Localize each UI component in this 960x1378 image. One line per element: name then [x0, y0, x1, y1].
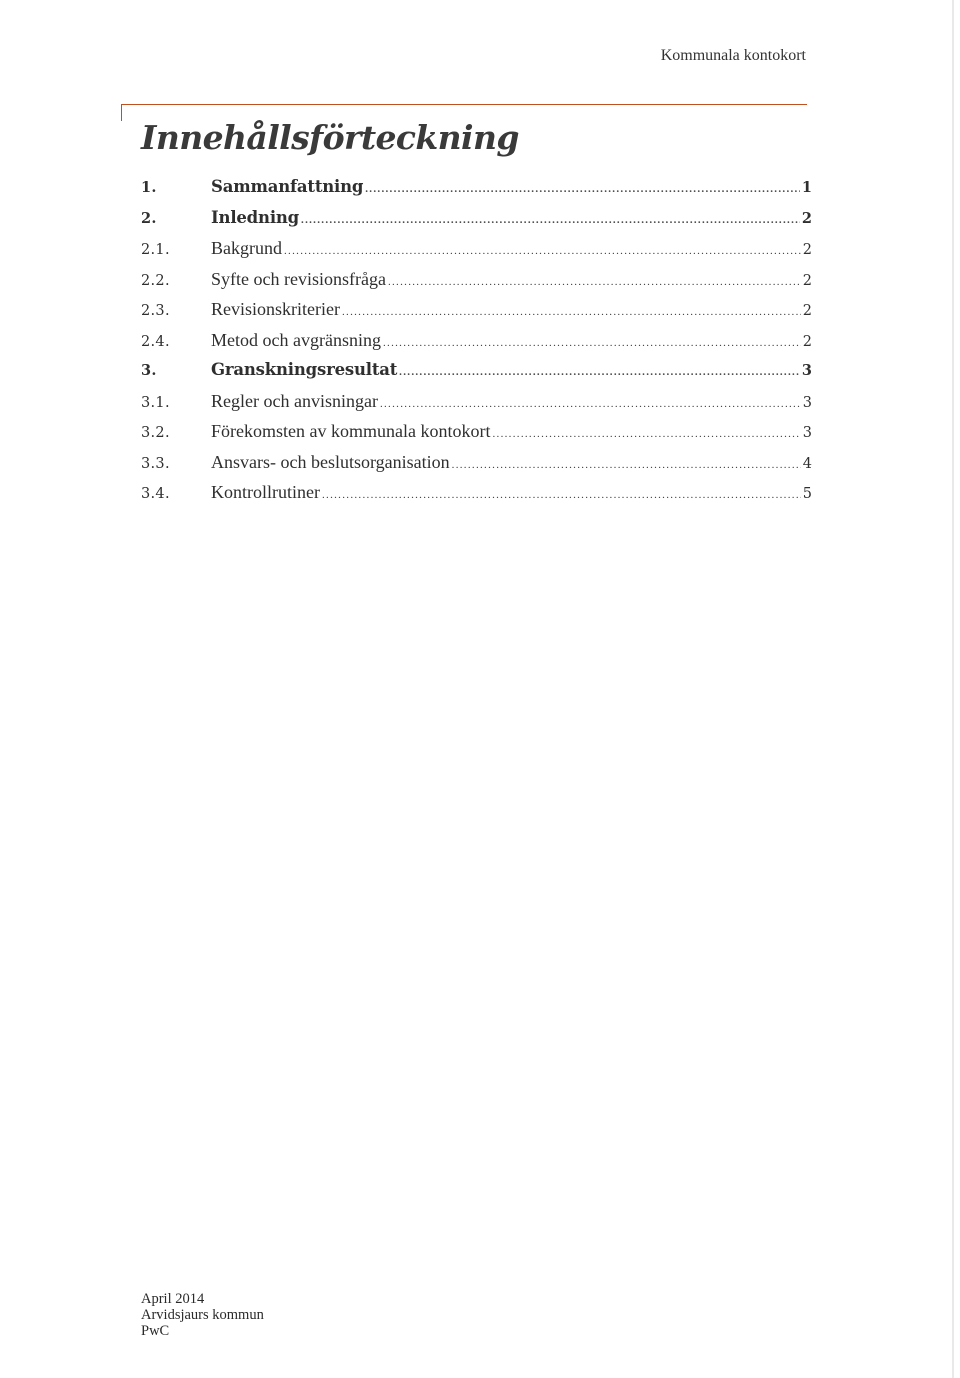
- toc-entry-page: 4: [802, 455, 812, 472]
- toc-entry-page: 5: [802, 486, 812, 502]
- toc-dot-leader: [284, 245, 801, 257]
- toc-entry-page: 2: [802, 272, 812, 289]
- toc-entry-label: Förekomsten av kommunala kontokort: [211, 421, 491, 441]
- toc-entry-number: 2.: [141, 209, 157, 227]
- toc-entry-number: 3.2.: [141, 425, 170, 441]
- toc-entry-page: 3: [801, 362, 812, 379]
- toc-entry[interactable]: [141, 421, 812, 452]
- toc-dot-leader: [452, 459, 801, 471]
- toc-entry-label: Bakgrund: [211, 238, 282, 258]
- table-of-contents: [141, 177, 812, 513]
- toc-entry-page: 2: [802, 333, 812, 350]
- toc-entry[interactable]: [141, 391, 812, 422]
- footer-organisation: Arvidsjaurs kommun: [141, 1307, 264, 1323]
- toc-entry-number: 1.: [141, 179, 157, 196]
- toc-title: Innehållsförteckning: [141, 118, 519, 157]
- toc-entry-number: 2.3.: [141, 303, 170, 319]
- accent-rule-horizontal: [121, 104, 807, 105]
- toc-entry-page: 2: [802, 242, 812, 258]
- toc-entry[interactable]: [141, 482, 812, 513]
- toc-entry-label: Revisionskriterier: [211, 299, 340, 319]
- toc-entry[interactable]: [141, 208, 812, 239]
- footer-firm: PwC: [141, 1323, 170, 1339]
- toc-entry-number: 3.1.: [141, 394, 170, 411]
- toc-entry[interactable]: [141, 299, 812, 330]
- toc-dot-leader: [399, 366, 800, 378]
- toc-dot-leader: [388, 276, 801, 288]
- toc-entry-page: 2: [801, 209, 812, 227]
- toc-entry-number: 2.2.: [141, 272, 170, 289]
- toc-entry[interactable]: [141, 269, 812, 300]
- toc-entry-number: 3.: [141, 362, 157, 379]
- toc-entry-label: Ansvars- och beslutsorganisation: [211, 451, 450, 472]
- toc-entry-label: Kontrollrutiner: [211, 482, 320, 502]
- running-header: Kommunala kontokort: [660, 47, 806, 64]
- toc-entry-number: 3.4.: [141, 486, 170, 502]
- toc-dot-leader: [383, 337, 801, 349]
- toc-dot-leader: [322, 489, 801, 501]
- toc-entry-page: 1: [801, 179, 812, 196]
- toc-entry-label: Syfte och revisionsfråga: [211, 268, 386, 289]
- toc-entry-number: 2.4.: [141, 333, 170, 350]
- page-footer: [141, 1291, 264, 1339]
- toc-dot-leader: [301, 214, 800, 226]
- scan-edge-line: [952, 0, 954, 1378]
- toc-dot-leader: [365, 183, 800, 195]
- toc-dot-leader: [492, 428, 800, 440]
- footer-date: April 2014: [141, 1291, 205, 1307]
- toc-entry-label: Metod och avgränsning: [211, 329, 381, 350]
- toc-entry-number: 3.3.: [141, 455, 170, 472]
- toc-entry-page: 2: [802, 303, 812, 319]
- toc-entry-page: 3: [802, 394, 812, 411]
- toc-entry[interactable]: [141, 360, 812, 391]
- toc-dot-leader: [380, 398, 801, 410]
- accent-rule-vertical: [121, 104, 122, 121]
- toc-entry[interactable]: [141, 238, 812, 269]
- toc-entry-page: 3: [802, 425, 812, 441]
- toc-entry-label: Granskningsresultat: [211, 360, 398, 379]
- toc-entry-number: 2.1.: [141, 242, 170, 258]
- toc-entry-label: Regler och anvisningar: [211, 390, 378, 411]
- toc-dot-leader: [342, 306, 801, 318]
- toc-entry[interactable]: [141, 452, 812, 483]
- toc-entry[interactable]: [141, 330, 812, 361]
- toc-entry[interactable]: [141, 177, 812, 208]
- toc-entry-label: Sammanfattning: [211, 177, 364, 196]
- toc-entry-label: Inledning: [211, 207, 300, 227]
